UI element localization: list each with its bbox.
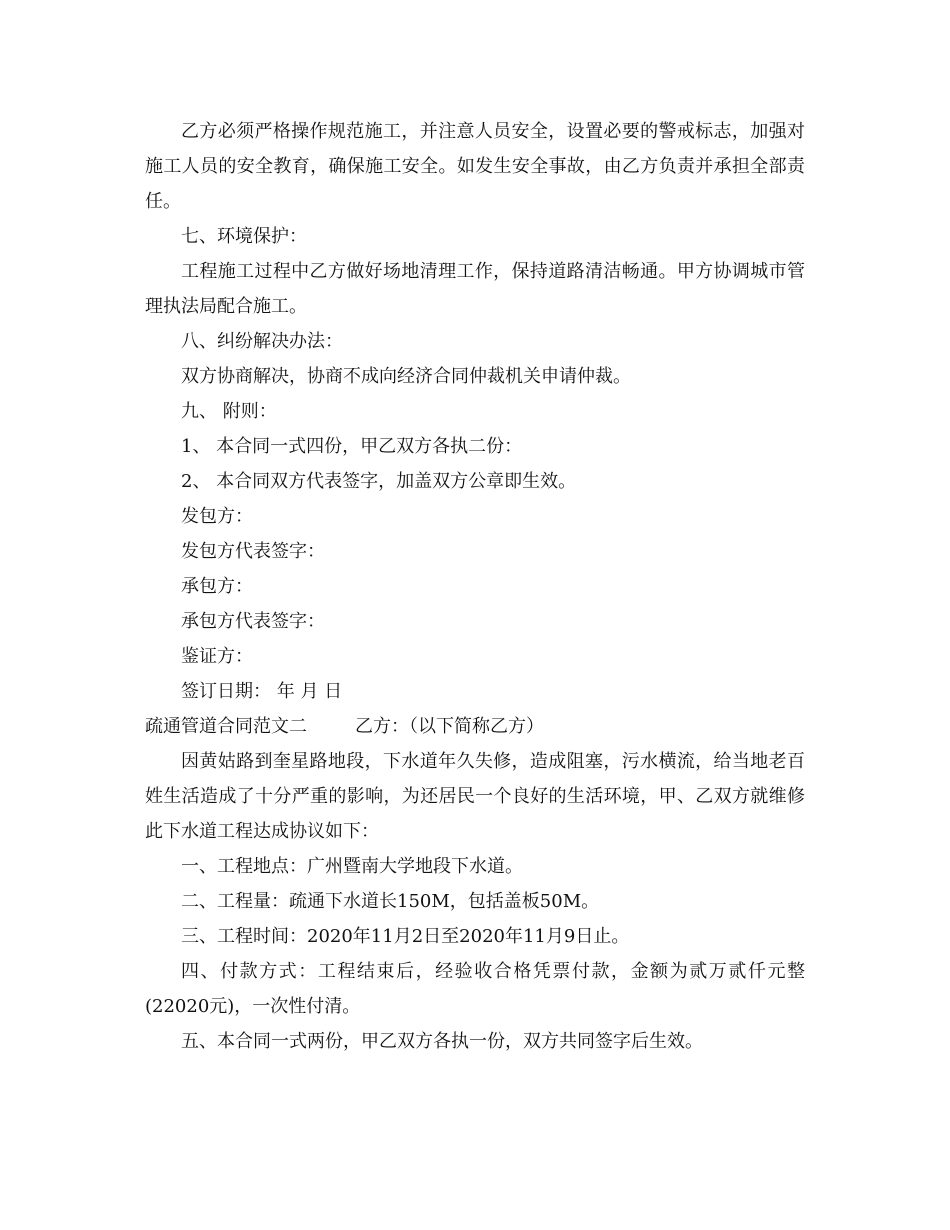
paragraph-environment: 工程施工过程中乙方做好场地清理工作，保持道路清洁畅通。甲方协调城市管理执法局配合施工。 bbox=[145, 261, 805, 317]
employer-signature-label: 发包方代表签字： bbox=[181, 541, 325, 562]
section-dispute-heading: 八、纠纷解决办法： bbox=[181, 331, 343, 352]
paragraph-background: 因黄姑路到奎星路地段，下水道年久失修，造成阻塞，污水横流，给当地老百姓生活造成了十分严重的影响，为还居民一个良好的生活环境，甲、乙双方就维修此下水道工程达成协议如下： bbox=[145, 751, 805, 842]
paragraph-dispute: 双方协商解决，协商不成向经济合同仲裁机关申请仲裁。 bbox=[181, 366, 631, 387]
clause-quantity: 二、工程量：疏通下水道长150M，包括盖板50M。 bbox=[181, 891, 600, 912]
clause-duration: 三、工程时间：2020年11月2日至2020年11月9日止。 bbox=[181, 926, 630, 947]
contractor-label: 承包方： bbox=[181, 576, 253, 597]
section-environment-heading: 七、环境保护： bbox=[181, 226, 307, 247]
witness-label: 鉴证方： bbox=[181, 646, 253, 667]
party-b-label: 乙方：（以下简称乙方） bbox=[355, 716, 544, 737]
contract-two-heading bbox=[145, 709, 805, 744]
paragraph-safety: 乙方必须严格操作规范施工，并注意人员安全，设置必要的警戒标志，加强对施工人员的安全教育，确保施工安全。如发生安全事故，由乙方负责并承担全部责任。 bbox=[145, 121, 805, 212]
clause-location: 一、工程地点：广州暨南大学地段下水道。 bbox=[181, 856, 523, 877]
appendix-item-1: 1、 本合同一式四份，甲乙双方各执二份： bbox=[181, 436, 523, 457]
employer-label: 发包方： bbox=[181, 506, 253, 527]
document-body bbox=[145, 114, 805, 1059]
clause-payment: 四、付款方式：工程结束后，经验收合格凭票付款，金额为贰万贰仟元整(22020元)，一次性付清。 bbox=[145, 961, 805, 1017]
contract-two-title: 疏通管道合同范文二 bbox=[145, 716, 307, 737]
appendix-item-2: 2、 本合同双方代表签字，加盖双方公章即生效。 bbox=[181, 471, 577, 492]
contractor-signature-label: 承包方代表签字： bbox=[181, 611, 325, 632]
clause-copies: 五、本合同一式两份，甲乙双方各执一份，双方共同签字后生效。 bbox=[181, 1031, 703, 1052]
signing-date-label: 签订日期： 年 月 日 bbox=[181, 681, 343, 702]
section-appendix-heading: 九、 附则： bbox=[181, 401, 277, 422]
